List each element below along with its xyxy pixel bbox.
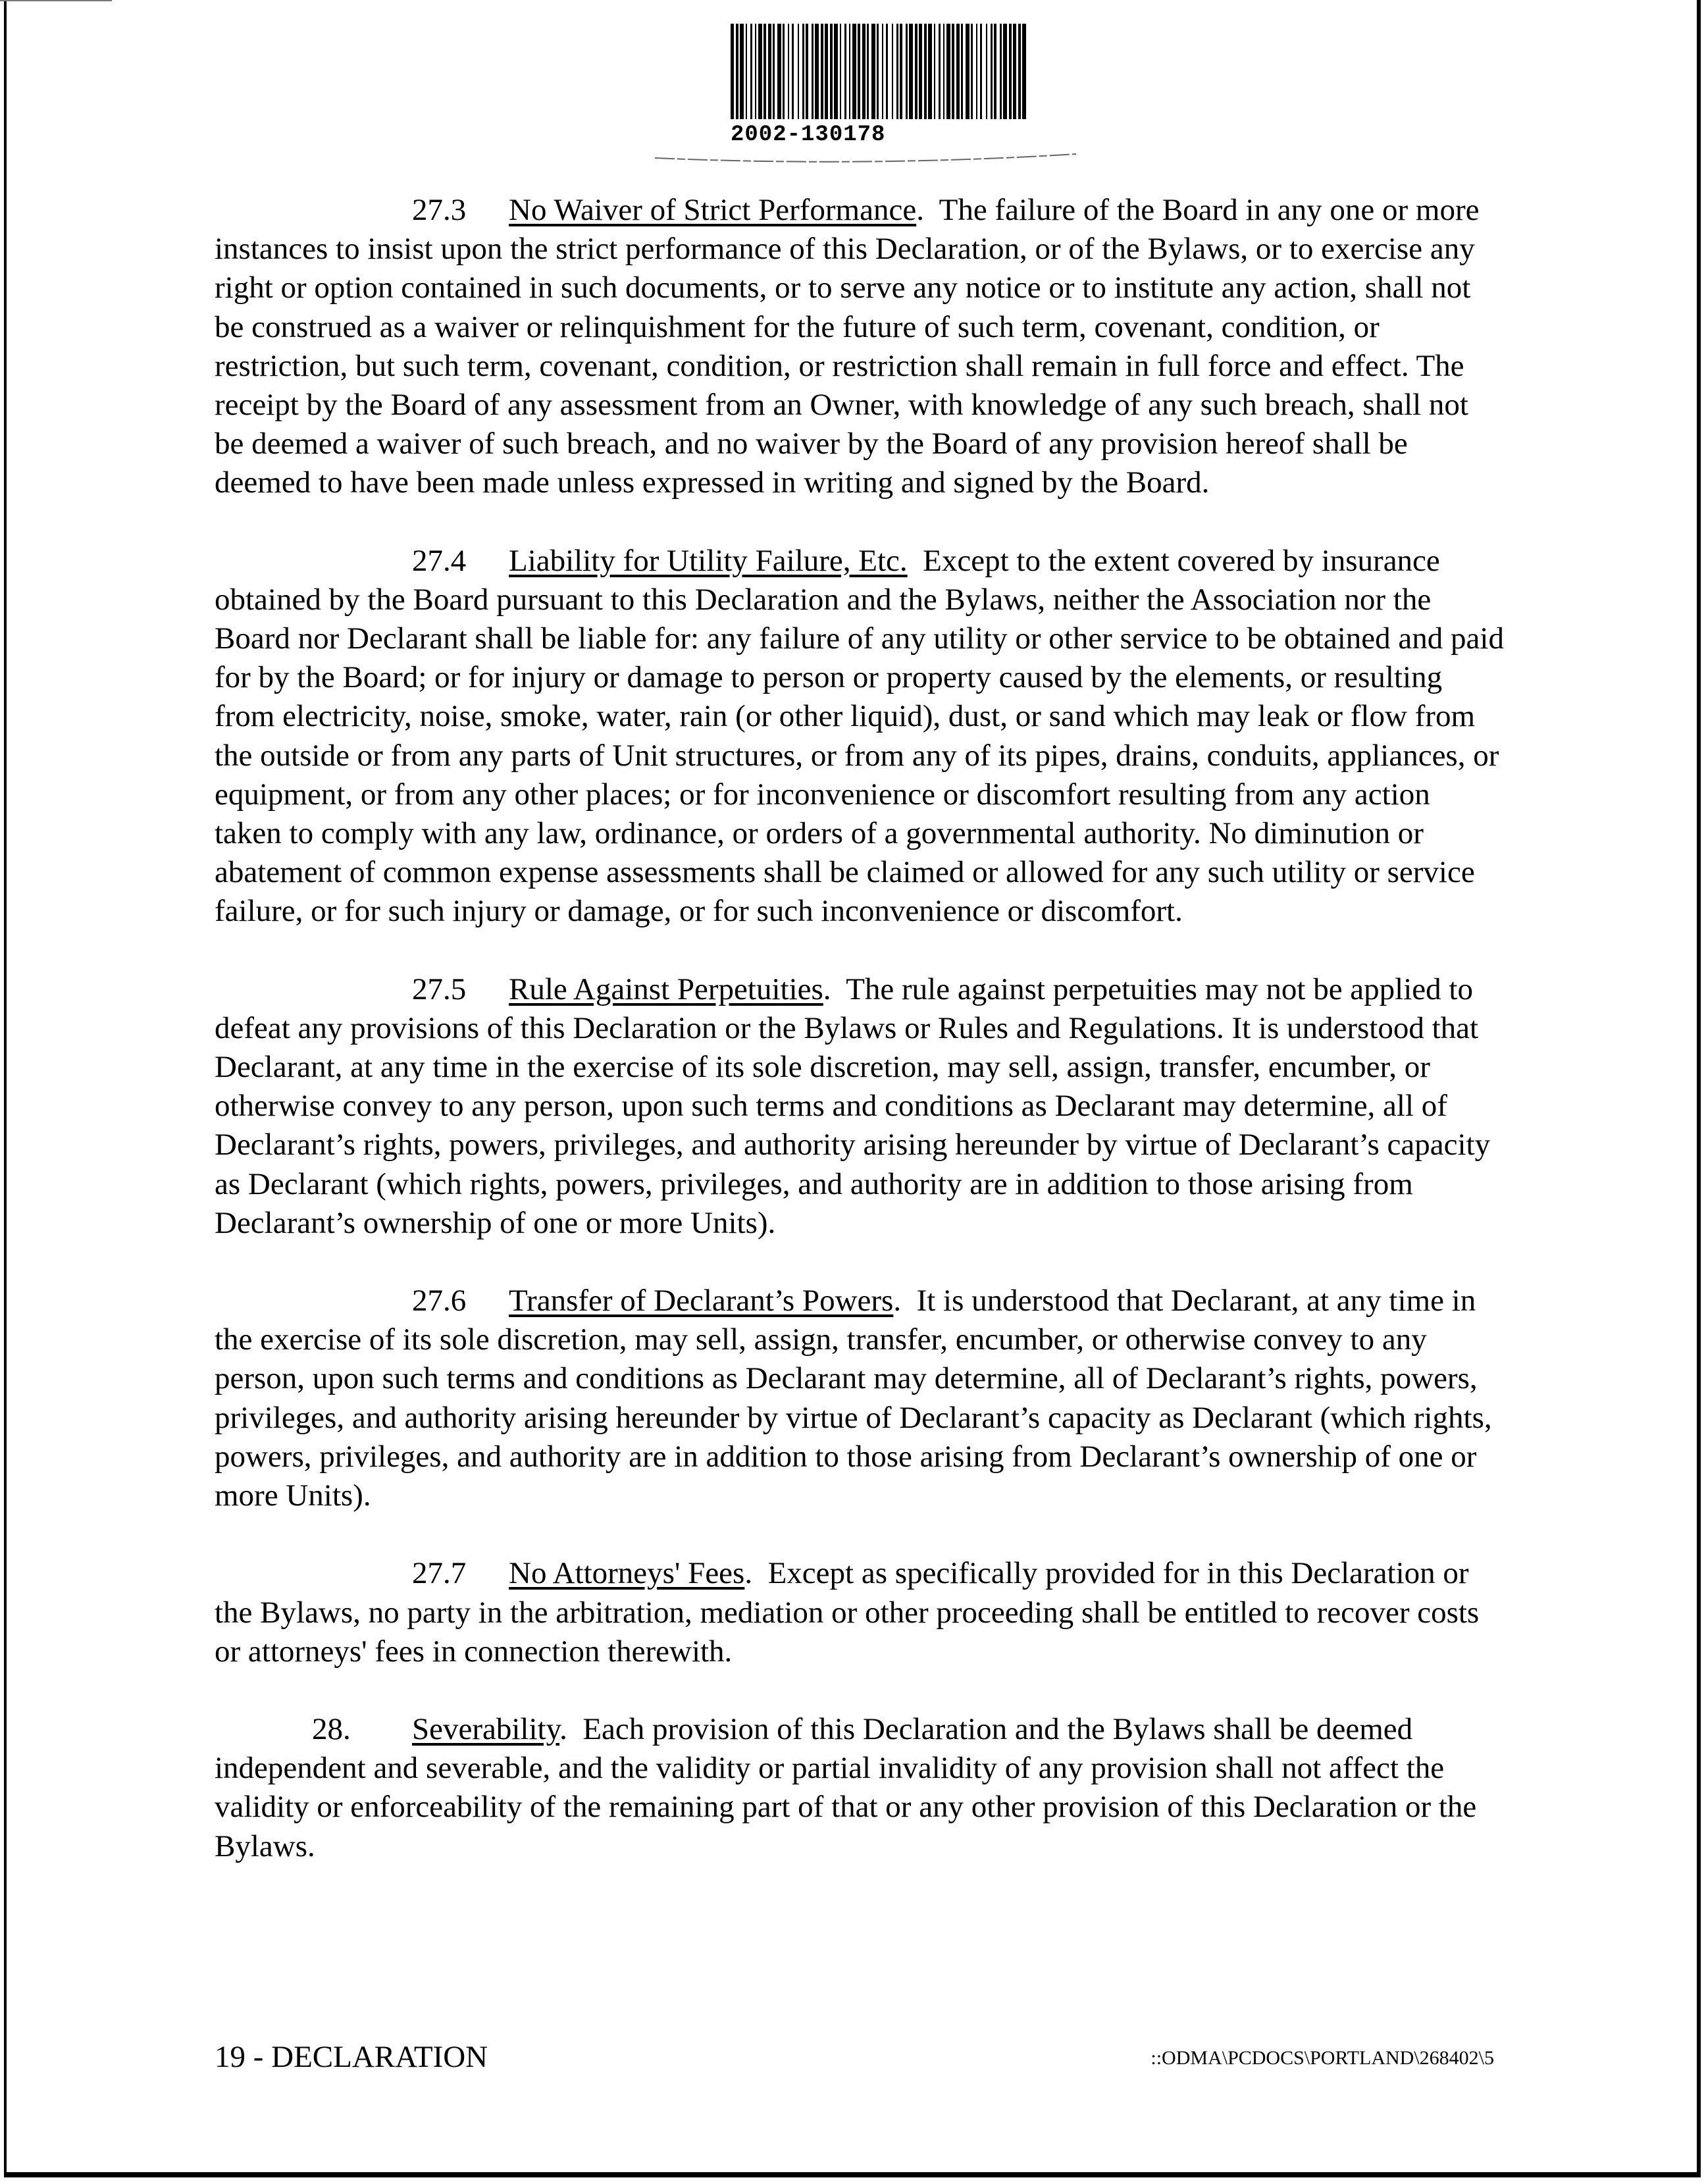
section-27-4 (215, 542, 1505, 931)
barcode-bar (896, 24, 898, 119)
barcode-bar (852, 24, 856, 119)
barcode-bar (740, 24, 744, 119)
barcode-bar (1000, 24, 1002, 119)
section-text: Each provision of this Declaration and the Bylaws shall be deemed independent and severable, and the validity or partial invalidity of any provision shall not affect the validity or enforceability of the remaining part of that or any other provision of this Declaration or the Bylaws. (215, 1711, 1477, 1863)
section-heading: Severability (412, 1711, 560, 1746)
section-text: It is understood that Declarant, at any time in the exercise of its sole discretion, may sell, assign, transfer, encumber, or otherwise convey to any person, upon such terms and conditions as Declarant may determine, all of Declarant’s rights, powers, privileges, and authority arising hereunder by virtue of Declarant’s capacity as Declarant (which rights, powers, privileges, and authority are in addition to those arising from Declarant’s ownership of one or more Units). (215, 1284, 1492, 1513)
document-path: ::ODMA\PCDOCS\PORTLAND\268402\5 (1150, 2047, 1494, 2069)
barcode-bar (928, 24, 932, 119)
barcode-bar (994, 24, 996, 119)
barcode-bar (840, 24, 841, 119)
section-text: The rule against perpetuities may not be applied to defeat any provisions of this Declaration or the Bylaws or Rules and Regulations. It is understood that Declarant, at any time in the exercise of its sole discretion, may sell, assign, transfer, encumber, or otherwise convey to any person, upon such terms and conditions as Declarant may determine, all of Declarant’s rights, powers, privileges, and authority arising hereunder by virtue of Declarant’s capacity as Declarant (which rights, powers, privileges, and authority are in addition to those arising from Declarant’s ownership of one or more Units). (215, 972, 1491, 1240)
barcode-bars (731, 24, 1033, 119)
barcode-bar (862, 24, 866, 119)
page-footer-label: 19 - DECLARATION (215, 2040, 488, 2074)
barcode-bar (991, 24, 993, 119)
section-text: Except as specifically provided for in this Declaration or the Bylaws, no party in the arbitration, mediation or other proceeding shall be entitled to recover costs or attorneys' fees in connection therewith. (215, 1556, 1480, 1669)
section-heading: No Attorneys' Fees (509, 1556, 745, 1591)
barcode-bar (731, 24, 734, 119)
barcode-bar (882, 24, 883, 119)
barcode-bar (934, 24, 935, 119)
barcode-bar (821, 24, 823, 119)
section-heading: Rule Against Perpetuities (509, 972, 823, 1006)
section-28: 28. Severability. Each provision of this Declaration and the Bylaws shall be deemed independent and severable, and the validity or partial invalidity of any provision shall not affect the validity or enforceability of the remaining part of that or any other provision of this Declaration or the Bylaws. (215, 1710, 1505, 1866)
barcode-bar (802, 24, 804, 119)
barcode-bar (834, 24, 838, 119)
barcode-bar (777, 24, 781, 119)
barcode-bar (1022, 24, 1026, 119)
barcode-bar (871, 24, 875, 119)
barcode-bar (956, 24, 960, 119)
section-27-5: 27.5 Rule Against Perpetuities. The rule against perpetuities may not be applied to defeat any provisions of this Declaration or the Bylaws or Rules and Regulations. It is understood that Declarant, at any time in the exercise of its sole discretion, may sell, assign, transfer, encumber, or otherwise convey to any person, upon such terms and conditions as Declarant may determine, all of Declarant’s rights, powers, privileges, and authority arising hereunder by virtue of Declarant’s capacity as Declarant (which rights, powers, privileges, and authority are in addition to those arising from Declarant’s ownership of one or more Units). (215, 970, 1505, 1243)
barcode-bar (961, 24, 963, 119)
barcode-bar (815, 24, 819, 119)
section-number: 27.7 (412, 1556, 467, 1591)
barcode-bar (1018, 24, 1021, 119)
barcode-bar (792, 24, 794, 119)
barcode-bar (763, 24, 766, 119)
barcode-bar (755, 24, 756, 119)
barcode-bar (939, 24, 941, 119)
barcode-bar (966, 24, 969, 119)
barcode-bar (830, 24, 833, 119)
section-number: 27.6 (412, 1284, 467, 1318)
section-27-7: 27.7 No Attorneys' Fees. Except as specifically provided for in this Declaration or the Bylaws, no party in the arbitration, mediation or other proceeding shall be entitled to recover costs or attorneys' fees in connection therewith. (215, 1554, 1505, 1671)
section-27-3: 27.3 No Waiver of Strict Performance. The failure of the Board in any one or more instances to insist upon the strict performance of this Declaration, or of the Bylaws, or to exercise any right or option contained in such documents, or to serve any notice or to institute any action, shall not be construed as a waiver or relinquishment for the future of such term, covenant, condition, or restriction, but such term, covenant, condition, or restriction shall remain in full force and effect. The receipt by the Board of any assessment from an Owner, with knowledge of any such breach, shall not be deemed a waiver of such breach, and no waiver by the Board of any provision hereof shall be deemed to have been made unless expressed in writing and signed by the Board. (215, 191, 1505, 503)
barcode-bar (886, 24, 888, 119)
section-27-6: 27.6 Transfer of Declarant’s Powers. It is understood that Declarant, at any time in the exercise of its sole discretion, may sell, assign, transfer, encumber, or otherwise convey to any person, upon such terms and conditions as Declarant may determine, all of Declarant’s rights, powers, privileges, and authority arising hereunder by virtue of Declarant’s capacity as Declarant (which rights, powers, privileges, and authority are in addition to those arising from Declarant’s ownership of one or more Units). (215, 1282, 1505, 1515)
section-number: 27.3 (412, 193, 467, 227)
barcode-bar (900, 24, 902, 119)
barcode-bar (1009, 24, 1012, 119)
barcode-bar (788, 24, 789, 119)
barcode-bar (915, 24, 918, 119)
barcode-bar (980, 24, 982, 119)
barcode-bar (1003, 24, 1007, 119)
barcode-bar (867, 24, 869, 119)
barcode-bar (758, 24, 762, 119)
barcode-bar (849, 24, 850, 119)
section-heading: Liability for Utility Failure, Etc. (509, 543, 908, 578)
barcode-bar (768, 24, 771, 119)
barcode-bar (986, 24, 987, 119)
section-number: 28. (312, 1711, 351, 1746)
barcode-bar (806, 24, 808, 119)
scan-edge-mark (0, 0, 112, 1)
section-heading: No Waiver of Strict Performance (509, 193, 917, 227)
barcode-bar (919, 24, 922, 119)
barcode-bar (736, 24, 738, 119)
barcode-bar (750, 24, 752, 119)
barcode-bar (783, 24, 785, 119)
section-number: 27.4 (412, 543, 467, 578)
section-text: Except to the extent covered by insurance obtained by the Board pursuant to this Declaration and the Bylaws, neither the Association nor the Board nor Declarant shall be liable for: any failure of any utility or other service to be obtained and paid for by the Board; or for injury or damage to person or property caused by the elements, or resulting from electricity, noise, smoke, water, rain (or other liquid), dust, or sand which may leak or flow from the outside or from any parts of Unit structures, or from any of its pipes, drains, conduits, appliances, or equipment, or from any other places; or for inconvenience or discomfort resulting from any action taken to comply with any law, ordinance, or orders of a governmental authority. No diminution or abatement of common expense assessments shall be claimed or allowed for any such utility or service failure, or for such injury or damage, or for such inconvenience or discomfort. (215, 543, 1504, 929)
barcode-bar (909, 24, 913, 119)
barcode-bar (844, 24, 846, 119)
barcode-bar (971, 24, 973, 119)
barcode-underline (652, 153, 1079, 167)
section-heading: Transfer of Declarant’s Powers (509, 1284, 894, 1318)
recording-barcode (731, 24, 1033, 155)
barcode-bar (892, 24, 893, 119)
barcode-bar (976, 24, 977, 119)
barcode-bar (924, 24, 927, 119)
barcode-bar (946, 24, 950, 119)
barcode-bar (943, 24, 944, 119)
barcode-bar (798, 24, 799, 119)
barcode-number: 2002-130178 (731, 122, 886, 147)
barcode-bar (746, 24, 747, 119)
section-text: The failure of the Board in any one or more instances to insist upon the strict performance of this Declaration, or of the Bylaws, or to exercise any right or option contained in such documents, or to serve any notice or to institute any action, shall not be construed as a waiver or relinquishment for the future of such term, covenant, condition, or restriction, but such term, covenant, condition, or restriction shall remain in full force and effect. The receipt by the Board of any assessment from an Owner, with knowledge of any such breach, shall not be deemed a waiver of such breach, and no waiver by the Board of any provision hereof shall be deemed to have been made unless expressed in writing and signed by the Board. (215, 193, 1480, 500)
barcode-bar (825, 24, 828, 119)
document-body (215, 191, 1505, 1905)
barcode-bar (812, 24, 814, 119)
barcode-bar (877, 24, 879, 119)
barcode-bar (1013, 24, 1016, 119)
barcode-bar (773, 24, 775, 119)
barcode-bar (906, 24, 908, 119)
barcode-bar (858, 24, 860, 119)
barcode-bar (952, 24, 954, 119)
section-number: 27.5 (412, 972, 467, 1006)
